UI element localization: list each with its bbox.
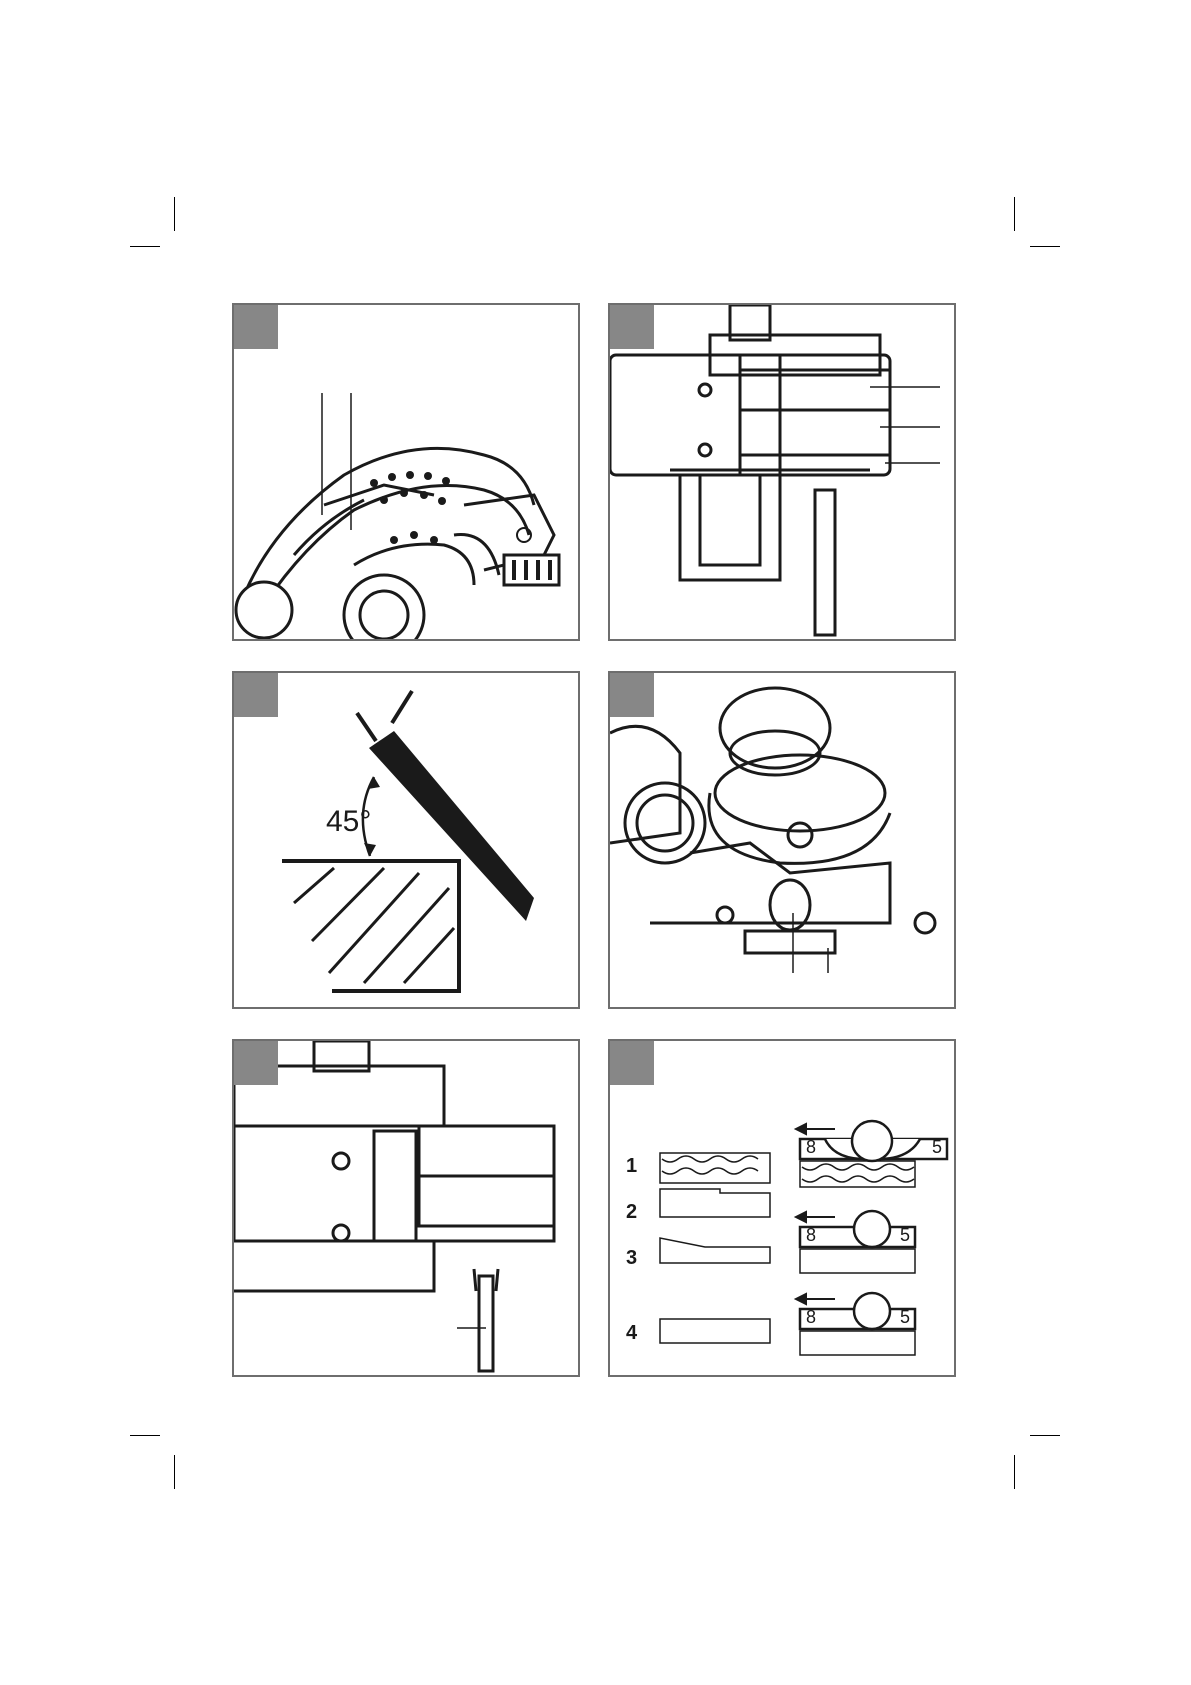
step-label: 3 bbox=[626, 1247, 638, 1269]
step-label: 2 bbox=[626, 1201, 638, 1223]
scale-right-label: 5 bbox=[900, 1307, 911, 1327]
scale-left-label: 8 bbox=[806, 1137, 817, 1157]
figure-panel-1 bbox=[232, 303, 580, 641]
figure-panel-3 bbox=[232, 671, 580, 1009]
figure-panel-4 bbox=[608, 671, 956, 1009]
crop-mark bbox=[1030, 246, 1060, 247]
figure-number-tag bbox=[610, 673, 654, 717]
figure-number-tag bbox=[610, 305, 654, 349]
figure-number-tag bbox=[234, 1041, 278, 1085]
figure-number-tag bbox=[234, 305, 278, 349]
crop-mark bbox=[1030, 1435, 1060, 1436]
tool-handle-illustration bbox=[234, 305, 578, 639]
crop-mark bbox=[1014, 1455, 1015, 1489]
crop-mark bbox=[130, 1435, 160, 1436]
scale-right-label: 5 bbox=[900, 1225, 911, 1245]
crop-mark bbox=[130, 246, 160, 247]
figure-number-tag bbox=[610, 1041, 654, 1085]
angle-label: 45° bbox=[326, 805, 372, 838]
step-label: 1 bbox=[626, 1155, 638, 1177]
depth-adjustment-illustration bbox=[610, 673, 954, 1007]
crop-mark bbox=[174, 1455, 175, 1489]
figure-number-tag bbox=[234, 673, 278, 717]
chamfer-angle-diagram bbox=[234, 673, 578, 1007]
planer-top-view-illustration bbox=[610, 305, 954, 639]
blade-cover-illustration bbox=[234, 1041, 578, 1375]
step-label: 4 bbox=[626, 1322, 638, 1344]
figure-panel-6 bbox=[608, 1039, 956, 1377]
scale-left-label: 8 bbox=[806, 1307, 817, 1327]
scale-right-label: 5 bbox=[932, 1137, 943, 1157]
crop-mark bbox=[1014, 197, 1015, 231]
scale-left-label: 8 bbox=[806, 1225, 817, 1245]
figure-panel-5 bbox=[232, 1039, 580, 1377]
crop-mark bbox=[174, 197, 175, 231]
figure-panel-2 bbox=[608, 303, 956, 641]
